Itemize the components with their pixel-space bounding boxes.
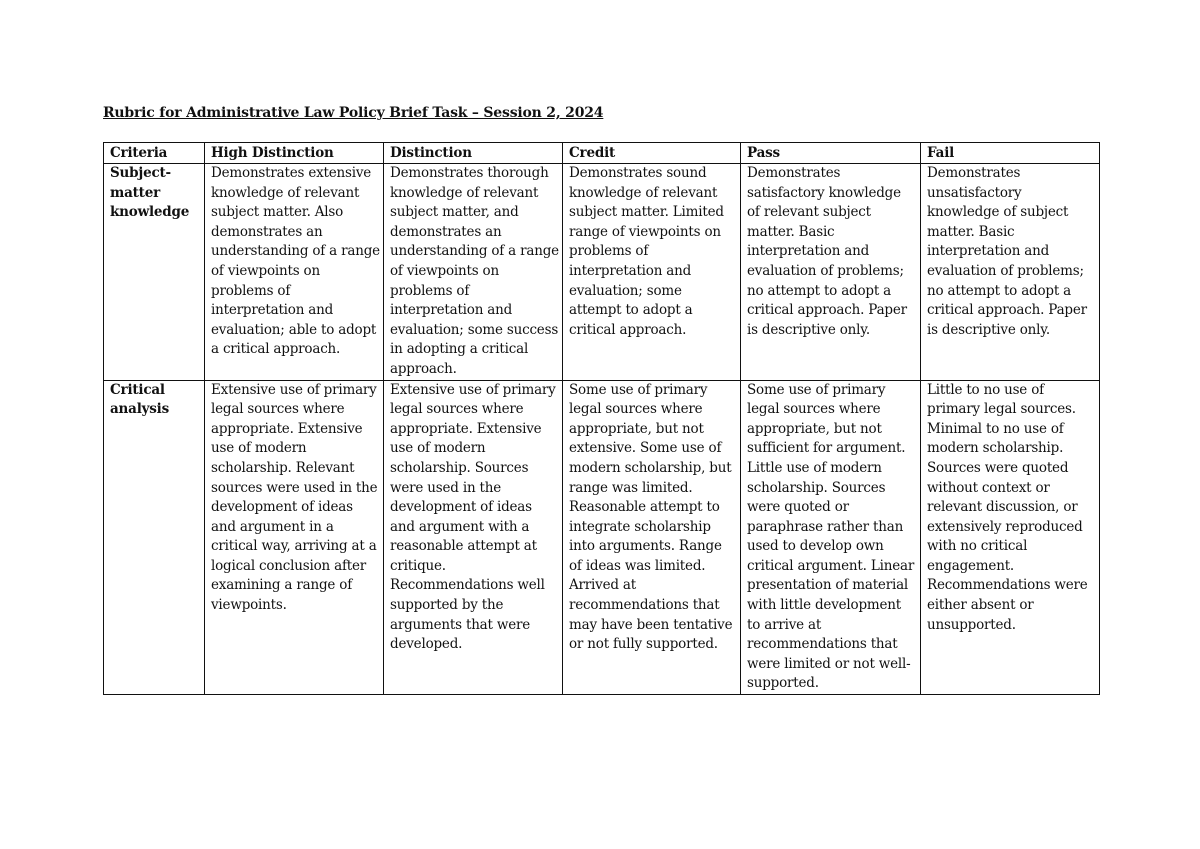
distinction-descriptor: Demonstrates thorough knowledge of relevant subject matter, and demonstrates an understanding of a range of viewpoints on problems of interpretation and evaluation; some success in adopting a critical approach.: [384, 164, 563, 381]
rubric-table: [103, 142, 1100, 695]
header-pass: Pass: [741, 143, 921, 164]
criterion-label: Critical analysis: [104, 380, 205, 695]
high-distinction-descriptor: Extensive use of primary legal sources where appropriate. Extensive use of modern scholarship. Relevant sources were used in the development of ideas and argument in a critical way, arriving at a logical conclusion after examining a range of viewpoints.: [205, 380, 384, 695]
header-distinction: Distinction: [384, 143, 563, 164]
pass-descriptor: Demonstrates satisfactory knowledge of relevant subject matter. Basic interpretation and evaluation of problems; no attempt to adopt a critical approach. Paper is descriptive only.: [741, 164, 921, 381]
distinction-descriptor: Extensive use of primary legal sources where appropriate. Extensive use of modern scholarship. Sources were used in the development of ideas and argument with a reasonable attempt at critique. Recommendations well supported by the arguments that were developed.: [384, 380, 563, 695]
header-criteria: Criteria: [104, 143, 205, 164]
credit-descriptor: Some use of primary legal sources where appropriate, but not extensive. Some use of modern scholarship, but range was limited. Reasonable attempt to integrate scholarship into arguments. Range of ideas was limited. Arrived at recommendations that may have been tentative or not fully supported.: [563, 380, 741, 695]
pass-descriptor: Some use of primary legal sources where appropriate, but not sufficient for argument. Little use of modern scholarship. Sources were quoted or paraphrase rather than used to develop own critical argument. Linear presentation of material with little development to arrive at recommendations that were limited or not well-supported.: [741, 380, 921, 695]
criterion-label: Subject-matter knowledge: [104, 164, 205, 381]
credit-descriptor: Demonstrates sound knowledge of relevant subject matter. Limited range of viewpoints on problems of interpretation and evaluation; some attempt to adopt a critical approach.: [563, 164, 741, 381]
rubric-header-row: [104, 143, 1100, 164]
fail-descriptor: Demonstrates unsatisfactory knowledge of subject matter. Basic interpretation and evaluation of problems; no attempt to adopt a critical approach. Paper is descriptive only.: [921, 164, 1100, 381]
fail-descriptor: Little to no use of primary legal sources. Minimal to no use of modern scholarship. Sources were quoted without context or relevant discussion, or extensively reproduced with no critical engagement. Recommendations were either absent or unsupported.: [921, 380, 1100, 695]
rubric-row-subject-matter-knowledge: [104, 164, 1100, 381]
header-credit: Credit: [563, 143, 741, 164]
high-distinction-descriptor: Demonstrates extensive knowledge of relevant subject matter. Also demonstrates an understanding of a range of viewpoints on problems of interpretation and evaluation; able to adopt a critical approach.: [205, 164, 384, 381]
header-high-distinction: High Distinction: [205, 143, 384, 164]
header-fail: Fail: [921, 143, 1100, 164]
rubric-row-critical-analysis: [104, 380, 1100, 695]
document-title: Rubric for Administrative Law Policy Brief Task – Session 2, 2024: [103, 105, 604, 121]
